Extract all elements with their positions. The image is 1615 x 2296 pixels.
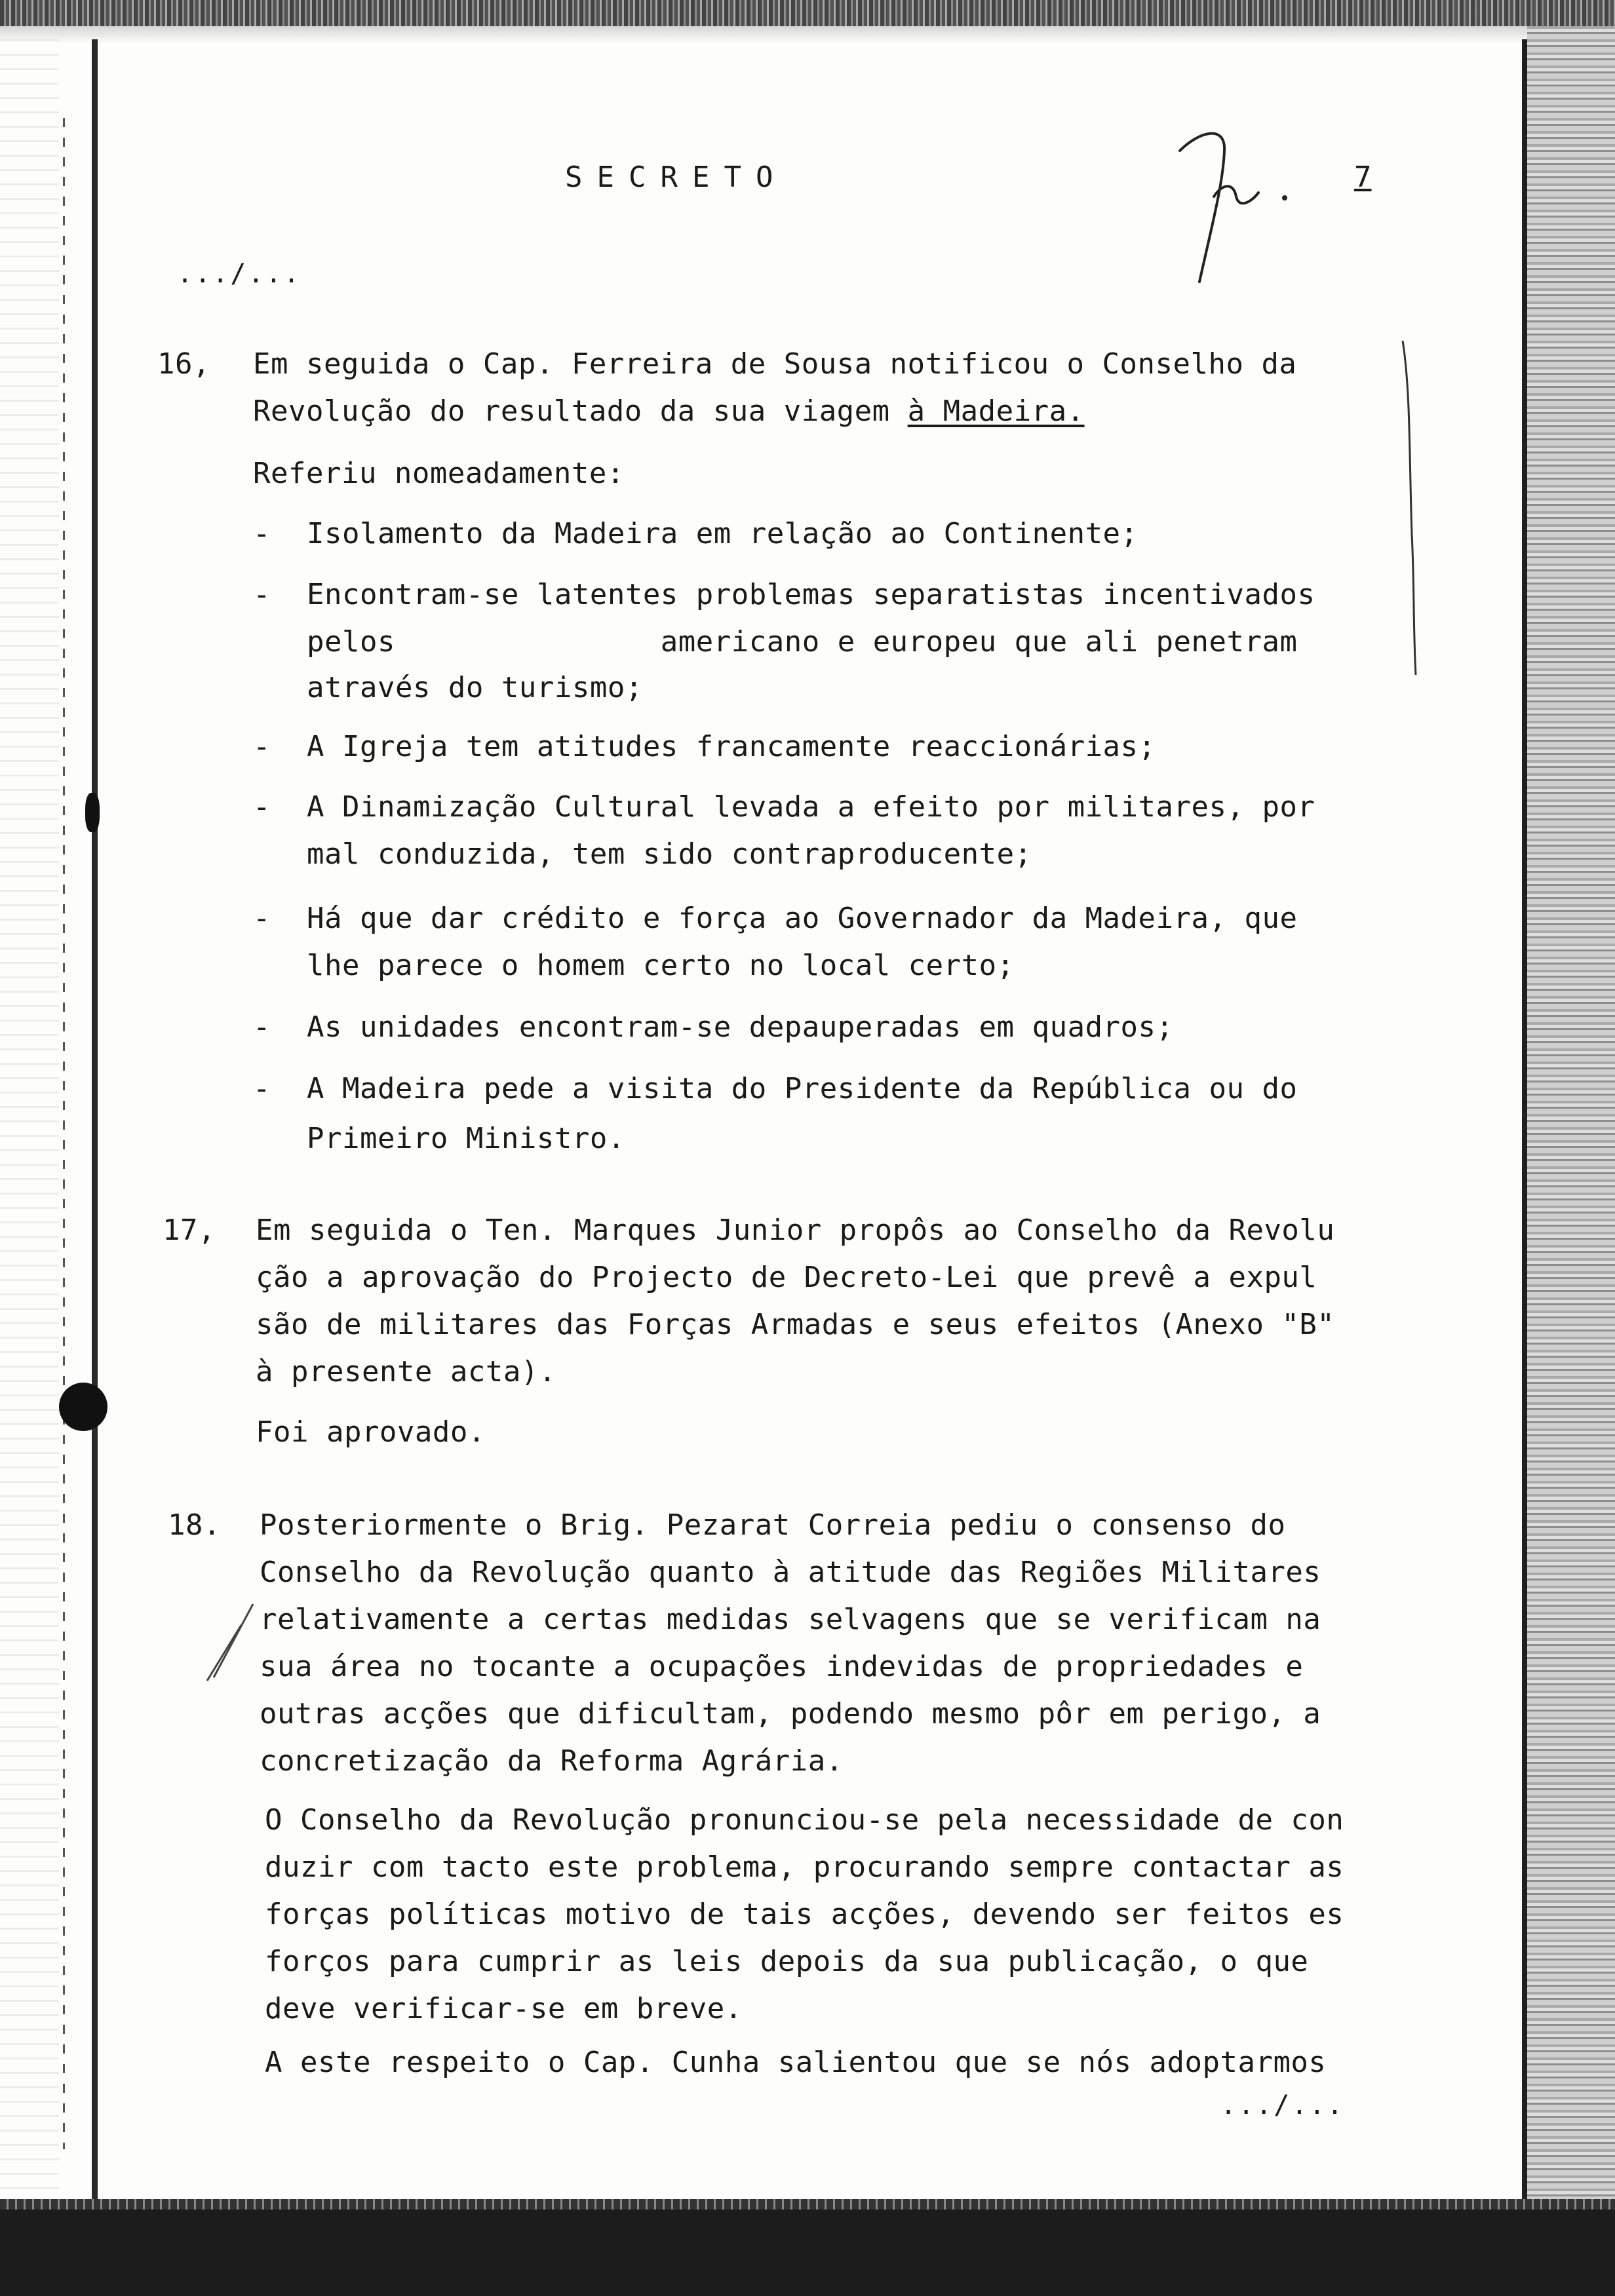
bullet-dash: - [253,1010,271,1044]
bullet-dash: - [253,517,271,550]
scan-bottom-edge [0,2210,1615,2296]
bullet-dash: - [253,578,271,611]
bullet-7-line-1: A Madeira pede a visita do Presidente da República ou do [307,1072,1298,1105]
bullet-2-line-3: através do turismo; [307,671,643,704]
left-margin-rule [92,39,98,2202]
bullet-dash: - [253,730,271,763]
item18-para1-line-2: Conselho da Revolução quanto à atitude das Regiões Militares [260,1556,1321,1589]
handwritten-initials [1173,124,1317,288]
bullet-1-line-1: Isolamento da Madeira em relação ao Continente; [307,517,1138,550]
scan-top-edge [0,0,1615,26]
bullet-5-line-1: Há que dar crédito e força ao Governador da Madeira, que [307,902,1298,935]
left-margin-dashes [63,118,65,2149]
item17-line-2: ção a aprovação do Projecto de Decreto-Lei que prevê a expul [256,1261,1317,1294]
item16-line-2-text: Revolução do resultado da sua viagem [253,394,908,428]
item16-line-1: Em seguida o Cap. Ferreira de Sousa notificou o Conselho da [253,347,1297,381]
punch-hole [59,1383,107,1431]
classification-heading: SECRETO [565,161,788,194]
item-number-16: 16, [157,347,210,381]
bullet-5-line-2: lhe parece o homem certo no local certo; [307,949,1015,982]
item18-para2-line-4: forços para cumprir as leis depois da sua publicação, o que [265,1945,1309,1978]
bullet-dash: - [253,790,271,824]
left-margin-noise [0,39,59,2202]
bullet-4-line-1: A Dinamização Cultural levada a efeito por militares, por [307,790,1315,824]
margin-slashes [194,1599,260,1684]
right-scan-edge [1527,26,1615,2208]
bullet-dash: - [253,902,271,935]
bullet-7-line-2: Primeiro Ministro. [307,1122,625,1155]
item18-para1-line-1: Posteriormente o Brig. Pezarat Correia pediu o consenso do [260,1508,1286,1542]
margin-bracket [1396,337,1429,678]
item16-line-2 [253,393,1085,430]
item18-para2-line-2: duzir com tacto este problema, procurando sempre contactar as [265,1850,1344,1884]
item18-para1-line-4: sua área no tocante a ocupações indevidas de propriedades e [260,1650,1304,1683]
right-margin-rule [1522,39,1527,2202]
bullet-3-line-1: A Igreja tem atitudes francamente reaccionárias; [307,730,1156,763]
item17-line-3: são de militares das Forças Armadas e seus efeitos (Anexo "B" [256,1308,1335,1341]
punch-hole-mark [85,793,100,832]
bullet-6-line-1: As unidades encontram-se depauperadas em quadros; [307,1010,1174,1044]
item18-para2-line-5: deve verificar-se em breve. [265,1992,743,2025]
item17-line-1: Em seguida o Ten. Marques Junior propôs ao Conselho da Revolu [256,1214,1335,1247]
page-number: 7 [1354,161,1372,194]
item18-para2-line-3: forças políticas motivo de tais acções, devendo ser feitos es [265,1898,1344,1931]
bullet-2-line-2: pelos americano e europeu que ali penetram [307,625,1298,659]
item17-result: Foi aprovado. [256,1415,486,1449]
item18-para1-line-6: concretização da Reforma Agrária. [260,1744,844,1778]
continuation-marker-bottom: .../... [1220,2090,1345,2120]
item18-para1-line-3: relativamente a certas medidas selvagens que se verificam na [260,1603,1321,1636]
bullet-4-line-2: mal conduzida, tem sido contraproducente; [307,837,1032,871]
continuation-marker-top: .../... [177,259,302,289]
item18-para1-line-5: outras acções que dificultam, podendo mesmo pôr em perigo, a [260,1697,1321,1731]
item17-line-4: à presente acta). [256,1355,556,1388]
scan-top-shadow [0,26,1615,43]
item-number-18: 18. [168,1508,221,1542]
madeira-underlined: à Madeira. [907,394,1085,428]
scan-bottom-line [0,2199,1615,2210]
item-number-17: 17, [163,1214,216,1247]
bullet-dash: - [253,1072,271,1105]
bullet-2-line-1: Encontram-se latentes problemas separatistas incentivados [307,578,1315,611]
item18-para2-line-1: O Conselho da Revolução pronunciou-se pela necessidade de con [265,1803,1344,1837]
item18-para3-line-1: A este respeito o Cap. Cunha salientou que se nós adoptarmos [265,2046,1327,2079]
item16-intro: Referiu nomeadamente: [253,457,625,490]
